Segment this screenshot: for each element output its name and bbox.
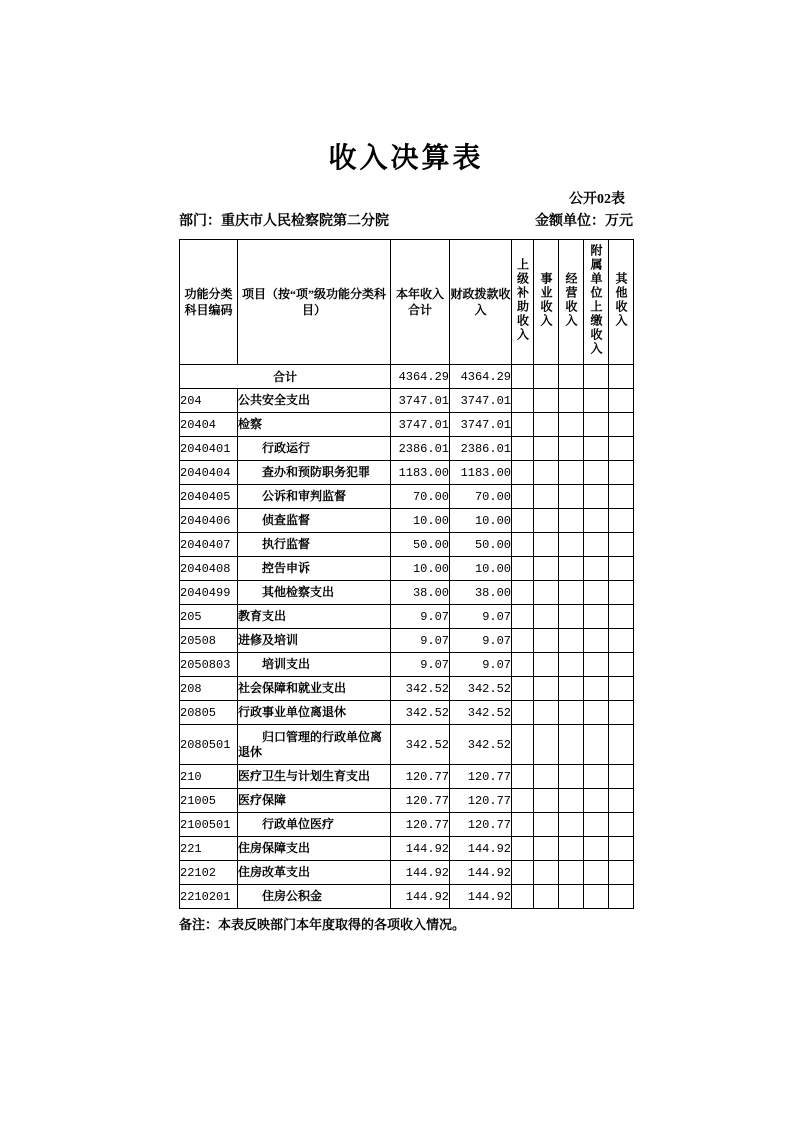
cell-business [534,365,559,389]
cell-other [609,629,634,653]
table-row [180,813,634,837]
cell-business [534,605,559,629]
cell-project: 住房改革支出 [238,861,391,885]
cell-code: 204 [180,389,238,413]
cell-superior [512,789,534,813]
table-row [180,557,634,581]
table-row [180,765,634,789]
cell-code: 2050803 [180,653,238,677]
cell-project: 行政事业单位离退休 [238,701,391,725]
cell-fiscal: 50.00 [450,533,512,557]
cell-other [609,509,634,533]
cell-operating [559,437,584,461]
cell-code: 2040408 [180,557,238,581]
cell-project: 其他检察支出 [238,581,391,605]
cell-code: 20508 [180,629,238,653]
table-meta [179,213,633,231]
cell-affiliated [584,813,609,837]
cell-total: 120.77 [391,813,450,837]
cell-other [609,557,634,581]
cell-affiliated [584,533,609,557]
cell-total: 1183.00 [391,461,450,485]
header-affiliated-income-label: 附属单位上缴收入 [589,244,603,356]
cell-business [534,725,559,765]
cell-project: 检察 [238,413,391,437]
cell-project: 社会保障和就业支出 [238,677,391,701]
table-row [180,365,634,389]
cell-total: 342.52 [391,677,450,701]
cell-fiscal: 70.00 [450,485,512,509]
cell-code: 2040406 [180,509,238,533]
cell-superior [512,413,534,437]
table-row [180,701,634,725]
cell-operating [559,789,584,813]
cell-affiliated [584,605,609,629]
table-row [180,861,634,885]
table-row [180,885,634,909]
cell-project: 行政运行 [238,437,391,461]
cell-affiliated [584,789,609,813]
cell-total: 342.52 [391,701,450,725]
cell-total: 50.00 [391,533,450,557]
cell-business [534,557,559,581]
cell-superior [512,581,534,605]
cell-affiliated [584,461,609,485]
cell-affiliated [584,485,609,509]
cell-total: 4364.29 [391,365,450,389]
cell-project: 合计 [180,365,391,389]
cell-total: 3747.01 [391,389,450,413]
cell-other [609,701,634,725]
form-number-label: 公开02表 [569,192,625,207]
cell-other [609,533,634,557]
cell-operating [559,389,584,413]
cell-operating [559,509,584,533]
header-business-income [534,240,559,365]
cell-code: 221 [180,837,238,861]
cell-project: 进修及培训 [238,629,391,653]
cell-project: 医疗保障 [238,789,391,813]
cell-code: 2080501 [180,725,238,765]
header-operating-income [559,240,584,365]
cell-affiliated [584,629,609,653]
cell-project: 查办和预防职务犯罪 [238,461,391,485]
cell-project: 执行监督 [238,533,391,557]
table-row [180,629,634,653]
cell-total: 120.77 [391,789,450,813]
cell-other [609,653,634,677]
cell-business [534,653,559,677]
cell-total: 120.77 [391,765,450,789]
cell-fiscal: 38.00 [450,581,512,605]
cell-superior [512,653,534,677]
table-row [180,677,634,701]
cell-other [609,437,634,461]
cell-affiliated [584,885,609,909]
cell-superior [512,437,534,461]
cell-superior [512,557,534,581]
cell-business [534,485,559,509]
cell-fiscal: 10.00 [450,557,512,581]
cell-code: 20404 [180,413,238,437]
cell-business [534,533,559,557]
cell-business [534,389,559,413]
cell-affiliated [584,837,609,861]
cell-total: 10.00 [391,557,450,581]
cell-code: 208 [180,677,238,701]
note: 备注：本表反映部门本年度取得的各项收入情况。 [179,917,466,932]
cell-fiscal: 10.00 [450,509,512,533]
cell-fiscal: 342.52 [450,725,512,765]
cell-code: 205 [180,605,238,629]
cell-other [609,389,634,413]
cell-other [609,461,634,485]
cell-code: 2040499 [180,581,238,605]
cell-fiscal: 120.77 [450,813,512,837]
cell-operating [559,813,584,837]
cell-code: 21005 [180,789,238,813]
department-label: 部门：重庆市人民检察院第二分院 [179,214,389,229]
cell-superior [512,813,534,837]
cell-fiscal: 9.07 [450,629,512,653]
cell-project: 行政单位医疗 [238,813,391,837]
cell-business [534,461,559,485]
cell-business [534,509,559,533]
cell-superior [512,605,534,629]
header-fiscal: 财政拨款收入 [450,240,512,365]
cell-fiscal: 144.92 [450,861,512,885]
table-row [180,485,634,509]
cell-project: 培训支出 [238,653,391,677]
cell-total: 144.92 [391,885,450,909]
cell-affiliated [584,765,609,789]
unit-label: 金额单位：万元 [535,214,633,229]
cell-fiscal: 3747.01 [450,413,512,437]
cell-operating [559,885,584,909]
table-row [180,509,634,533]
cell-operating [559,461,584,485]
cell-superior [512,885,534,909]
cell-project: 公诉和审判监督 [238,485,391,509]
cell-operating [559,605,584,629]
cell-business [534,813,559,837]
cell-total: 9.07 [391,629,450,653]
cell-affiliated [584,365,609,389]
table-row [180,653,634,677]
cell-fiscal: 9.07 [450,605,512,629]
cell-other [609,725,634,765]
table-row [180,837,634,861]
cell-affiliated [584,557,609,581]
cell-affiliated [584,389,609,413]
cell-operating [559,533,584,557]
cell-other [609,605,634,629]
cell-superior [512,365,534,389]
income-table [179,239,634,909]
cell-code: 210 [180,765,238,789]
cell-superior [512,701,534,725]
cell-operating [559,365,584,389]
cell-other [609,485,634,509]
cell-project: 归口管理的行政单位离退休 [238,725,391,765]
cell-affiliated [584,861,609,885]
cell-total: 9.07 [391,653,450,677]
cell-other [609,677,634,701]
cell-business [534,885,559,909]
header-row [180,240,634,365]
cell-fiscal: 144.92 [450,885,512,909]
cell-fiscal: 342.52 [450,701,512,725]
cell-business [534,581,559,605]
table-row [180,581,634,605]
cell-affiliated [584,677,609,701]
cell-code: 2040401 [180,437,238,461]
cell-business [534,789,559,813]
cell-superior [512,533,534,557]
cell-superior [512,861,534,885]
cell-affiliated [584,581,609,605]
cell-business [534,701,559,725]
cell-other [609,837,634,861]
header-other-income-label: 其他收入 [614,272,628,328]
cell-business [534,765,559,789]
table-row [180,413,634,437]
header-code: 功能分类科目编码 [180,240,238,365]
cell-fiscal: 4364.29 [450,365,512,389]
cell-total: 70.00 [391,485,450,509]
cell-fiscal: 9.07 [450,653,512,677]
cell-operating [559,861,584,885]
cell-project: 控告申诉 [238,557,391,581]
cell-project: 公共安全支出 [238,389,391,413]
cell-business [534,629,559,653]
cell-code: 2100501 [180,813,238,837]
cell-affiliated [584,653,609,677]
cell-other [609,885,634,909]
cell-superior [512,677,534,701]
cell-affiliated [584,701,609,725]
cell-total: 342.52 [391,725,450,765]
cell-code: 2040405 [180,485,238,509]
cell-code: 20805 [180,701,238,725]
table-row [180,725,634,765]
table-row [180,461,634,485]
cell-other [609,861,634,885]
cell-fiscal: 342.52 [450,677,512,701]
cell-code: 2040407 [180,533,238,557]
cell-total: 144.92 [391,837,450,861]
cell-business [534,437,559,461]
table-row [180,437,634,461]
page-title: 收入决算表 [328,143,484,174]
cell-project: 住房保障支出 [238,837,391,861]
income-table-body [180,365,634,909]
cell-other [609,581,634,605]
cell-total: 10.00 [391,509,450,533]
cell-affiliated [584,413,609,437]
cell-other [609,813,634,837]
cell-fiscal: 3747.01 [450,389,512,413]
table-row [180,533,634,557]
cell-business [534,413,559,437]
header-affiliated-income [584,240,609,365]
cell-operating [559,413,584,437]
cell-superior [512,461,534,485]
table-row [180,389,634,413]
header-superior-income-label: 上级补助收入 [515,258,530,342]
cell-operating [559,701,584,725]
header-other-income [609,240,634,365]
cell-operating [559,837,584,861]
cell-total: 9.07 [391,605,450,629]
table-row [180,605,634,629]
header-project: 项目（按“项”级功能分类科目） [238,240,391,365]
cell-fiscal: 120.77 [450,765,512,789]
header-total: 本年收入合计 [391,240,450,365]
cell-total: 2386.01 [391,437,450,461]
cell-other [609,413,634,437]
table-row [180,789,634,813]
cell-code: 22102 [180,861,238,885]
cell-fiscal: 144.92 [450,837,512,861]
cell-other [609,789,634,813]
cell-operating [559,765,584,789]
cell-superior [512,509,534,533]
cell-operating [559,581,584,605]
cell-superior [512,389,534,413]
cell-project: 侦查监督 [238,509,391,533]
cell-superior [512,837,534,861]
cell-project: 教育支出 [238,605,391,629]
cell-code: 2210201 [180,885,238,909]
header-business-income-label: 事业收入 [539,272,553,328]
cell-superior [512,725,534,765]
cell-operating [559,677,584,701]
cell-total: 144.92 [391,861,450,885]
cell-operating [559,557,584,581]
cell-fiscal: 1183.00 [450,461,512,485]
cell-operating [559,725,584,765]
cell-business [534,861,559,885]
cell-operating [559,629,584,653]
cell-operating [559,653,584,677]
cell-business [534,677,559,701]
cell-other [609,765,634,789]
cell-business [534,837,559,861]
cell-fiscal: 2386.01 [450,437,512,461]
cell-project: 医疗卫生与计划生育支出 [238,765,391,789]
header-operating-income-label: 经营收入 [564,272,578,328]
cell-operating [559,485,584,509]
cell-code: 2040404 [180,461,238,485]
header-superior-income [512,240,534,365]
cell-affiliated [584,437,609,461]
cell-total: 38.00 [391,581,450,605]
cell-total: 3747.01 [391,413,450,437]
cell-fiscal: 120.77 [450,789,512,813]
cell-affiliated [584,725,609,765]
cell-superior [512,765,534,789]
cell-superior [512,629,534,653]
cell-other [609,365,634,389]
cell-project: 住房公积金 [238,885,391,909]
cell-affiliated [584,509,609,533]
cell-superior [512,485,534,509]
